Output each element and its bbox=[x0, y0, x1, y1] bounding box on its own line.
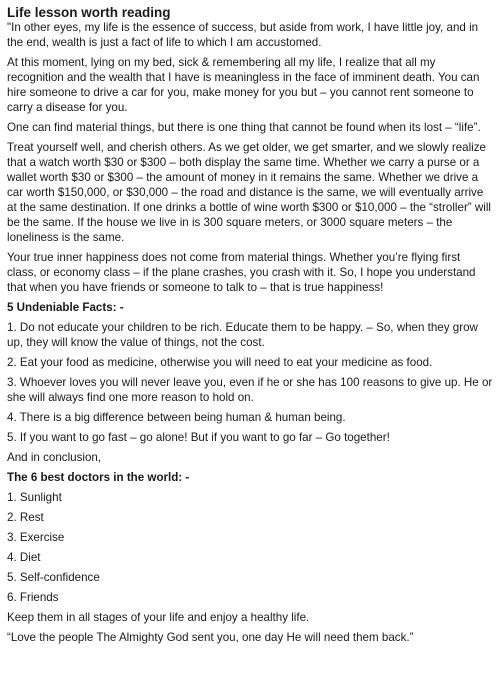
paragraph-material: One can find material things, but there is one thing that cannot be found when its lost – “life”. bbox=[7, 121, 481, 134]
closing-text: Keep them in all stages of your life and enjoy a healthy life. bbox=[7, 611, 310, 624]
document-title: Life lesson worth reading bbox=[7, 5, 171, 20]
doctors-list bbox=[7, 490, 493, 605]
doctor-item: 3. Exercise bbox=[7, 531, 65, 544]
doctor-item: 4. Diet bbox=[7, 551, 41, 564]
doctor-item: 1. Sunlight bbox=[7, 491, 62, 504]
doctors-heading: The 6 best doctors in the world: - bbox=[7, 471, 190, 484]
document-page bbox=[7, 5, 493, 650]
facts-heading: 5 Undeniable Facts: - bbox=[7, 301, 124, 314]
conclusion-intro: And in conclusion, bbox=[7, 451, 102, 464]
paragraph-recognition: At this moment, lying on my bed, sick & remembering all my life, I realize that all my recognition and the wealth that I have is meaningless in the face of imminent death. You can hire someone to drive a car for you, make money for you but – you cannot rent someone to carry a disease for you. bbox=[7, 56, 480, 114]
doctor-item: 5. Self-confidence bbox=[7, 571, 100, 584]
paragraph-intro: "In other eyes, my life is the essence of success, but aside from work, I have little joy, and in the end, wealth is just a fact of life to which I am accustomed. bbox=[7, 21, 479, 49]
fact-item: 4. There is a big difference between being human & human being. bbox=[7, 411, 346, 424]
facts-list bbox=[7, 320, 493, 445]
doctor-item: 2. Rest bbox=[7, 511, 44, 524]
fact-item: 2. Eat your food as medicine, otherwise you will need to eat your medicine as food. bbox=[7, 356, 433, 369]
fact-item: 5. If you want to go fast – go alone! But if you want to go far – Go together! bbox=[7, 431, 390, 444]
doctor-item: 6. Friends bbox=[7, 591, 59, 604]
paragraph-happiness: Your true inner happiness does not come from material things. Whether you’re flying first class, or economy class – if the plane crashes, you crash with it. So, I hope you understand that when you have friends or someone to talk to – that is true happiness! bbox=[7, 251, 476, 294]
closing-quote: “Love the people The Almighty God sent you, one day He will need them back.” bbox=[7, 631, 414, 644]
paragraph-treat-yourself: Treat yourself well, and cherish others. As we get older, we get smarter, and we slowly realize that a watch worth $30 or $300 – both display the same time. Whether we carry a purse or a wallet worth $30 or $300 – the amount of money in it remains the same. Whether we drive a car worth $150,000, or $30,000 – the road and distance is the same, we will eventually arrive at the same destination. If one drinks a bottle of wine worth $300 or $10,000 – the “stroller” will be the same. If the house we live in is 300 square meters, or 3000 square meters – the loneliness is the same. bbox=[7, 141, 491, 244]
fact-item: 1. Do not educate your children to be rich. Educate them to be happy. – So, when they grow up, they will know the value of things, not the cost. bbox=[7, 321, 478, 349]
fact-item: 3. Whoever loves you will never leave you, even if he or she has 100 reasons to give up. He or she will always find one more reason to hold on. bbox=[7, 376, 493, 404]
